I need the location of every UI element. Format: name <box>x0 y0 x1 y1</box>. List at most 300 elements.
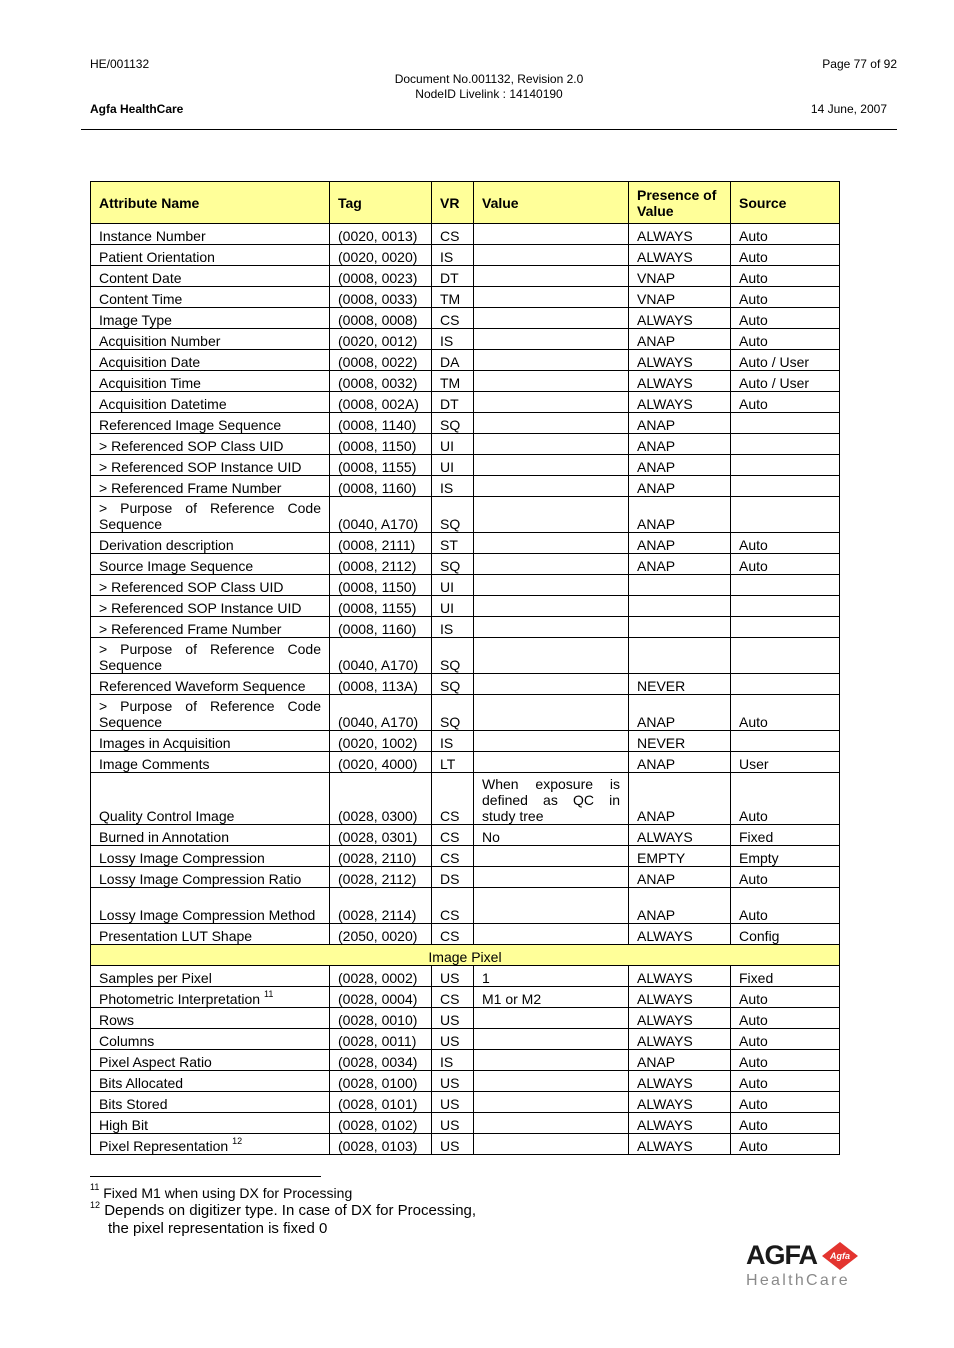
footnote-rule <box>90 1176 321 1177</box>
source-cell <box>731 554 840 575</box>
value-cell <box>474 308 629 329</box>
cell-text: IS <box>440 249 454 265</box>
table-row <box>91 554 840 575</box>
cell-text: (0028, 0100) <box>338 1075 418 1091</box>
cell-text: Auto <box>739 249 768 265</box>
tag-cell <box>330 350 432 371</box>
cell-text: Image Type <box>99 312 172 328</box>
cell-text: CS <box>440 228 460 244</box>
cell-text: (0008, 113A) <box>338 678 418 694</box>
cell-text: (0008, 1160) <box>338 480 417 496</box>
footnote-12 <box>90 1202 476 1220</box>
vr-cell <box>432 434 474 455</box>
source-cell <box>731 695 840 731</box>
vr-cell <box>432 533 474 554</box>
cell-text: NEVER <box>637 678 686 694</box>
cell-text: ALWAYS <box>637 1075 693 1091</box>
cell-text: (0028, 0300) <box>338 808 418 824</box>
source-cell <box>731 1008 840 1029</box>
source-cell <box>731 434 840 455</box>
table-row <box>91 575 840 596</box>
cell-text: (0040, A170) <box>338 714 419 730</box>
vr-cell <box>432 924 474 945</box>
cell-text: Auto <box>739 907 768 923</box>
cell-text: (0040, A170) <box>338 516 419 532</box>
cell-text: > Purpose of Reference Code Sequence <box>99 641 321 673</box>
cell-text: Auto <box>739 396 768 412</box>
vr-cell <box>432 266 474 287</box>
cell-text: (0008, 1150) <box>338 438 417 454</box>
table-row <box>91 371 840 392</box>
value-cell <box>474 674 629 695</box>
vr-cell <box>432 455 474 476</box>
value-cell <box>474 266 629 287</box>
cell-text: > Referenced SOP Class UID <box>99 579 284 595</box>
vr-cell <box>432 575 474 596</box>
value-cell <box>474 575 629 596</box>
cell-text: (0008, 1150) <box>338 579 417 595</box>
source-cell <box>731 266 840 287</box>
cell-text: When exposure is defined as QC in study tree <box>482 776 620 824</box>
presence-cell <box>629 329 731 350</box>
cell-text: Auto <box>739 1117 768 1133</box>
value-cell <box>474 596 629 617</box>
tag-cell <box>330 497 432 533</box>
cell-text: Auto <box>739 270 768 286</box>
tag-cell <box>330 888 432 924</box>
cell-text: Images in Acquisition <box>99 735 231 751</box>
cell-text: Auto <box>739 333 768 349</box>
cell-text: Auto <box>739 228 768 244</box>
value-cell <box>474 371 629 392</box>
cell-text: ANAP <box>637 1054 676 1070</box>
cell-text: DT <box>440 396 459 412</box>
presence-cell <box>629 1008 731 1029</box>
cell-text: (0008, 0032) <box>338 375 418 391</box>
cell-text: Auto <box>739 871 768 887</box>
tag-cell <box>330 731 432 752</box>
cell-text: Bits Stored <box>99 1096 168 1112</box>
value-cell <box>474 434 629 455</box>
cell-text: Lossy Image Compression <box>99 850 265 866</box>
cell-text: (0008, 1155) <box>338 600 417 616</box>
tag-cell <box>330 674 432 695</box>
source-cell <box>731 497 840 533</box>
cell-text: Empty <box>739 850 779 866</box>
tag-cell <box>330 266 432 287</box>
cell-text: VNAP <box>637 291 676 307</box>
attribute-name-cell <box>91 224 330 245</box>
tag-cell <box>330 554 432 575</box>
value-cell <box>474 329 629 350</box>
vr-cell <box>432 371 474 392</box>
cell-text: (0008, 1155) <box>338 459 417 475</box>
cell-text: IS <box>440 480 454 496</box>
table-row <box>91 1008 840 1029</box>
presence-cell <box>629 674 731 695</box>
table-row <box>91 1050 840 1071</box>
presence-cell <box>629 846 731 867</box>
vr-cell <box>432 825 474 846</box>
value-cell <box>474 1113 629 1134</box>
cell-text: (0028, 0034) <box>338 1054 418 1070</box>
cell-text: LT <box>440 756 456 772</box>
presence-cell <box>629 1092 731 1113</box>
presence-cell <box>629 638 731 674</box>
cell-text: ALWAYS <box>637 1012 693 1028</box>
cell-text: ANAP <box>637 333 676 349</box>
vr-cell <box>432 413 474 434</box>
vr-cell <box>432 350 474 371</box>
cell-text: Acquisition Time <box>99 375 201 391</box>
value-cell <box>474 987 629 1008</box>
cell-text: No <box>482 829 500 845</box>
attribute-name-cell <box>91 1071 330 1092</box>
source-cell <box>731 371 840 392</box>
table-row <box>91 392 840 413</box>
cell-text: ALWAYS <box>637 375 693 391</box>
presence-cell <box>629 554 731 575</box>
col-header: Source <box>731 182 840 224</box>
presence-cell <box>629 308 731 329</box>
table-row <box>91 825 840 846</box>
cell-text: ANAP <box>637 516 676 532</box>
attribute-name-cell <box>91 731 330 752</box>
vr-cell <box>432 695 474 731</box>
attribute-name-cell <box>91 266 330 287</box>
value-cell <box>474 924 629 945</box>
cell-text: ANAP <box>637 537 676 553</box>
cell-text: (0008, 1160) <box>338 621 417 637</box>
tag-cell <box>330 476 432 497</box>
attribute-name-cell <box>91 350 330 371</box>
cell-text: > Purpose of Reference Code Sequence <box>99 698 321 730</box>
table-row <box>91 224 840 245</box>
cell-text: Patient Orientation <box>99 249 215 265</box>
cell-text: ALWAYS <box>637 970 693 986</box>
presence-cell <box>629 455 731 476</box>
source-cell <box>731 224 840 245</box>
value-cell <box>474 1071 629 1092</box>
attribute-name-cell <box>91 434 330 455</box>
source-cell <box>731 888 840 924</box>
vr-cell <box>432 596 474 617</box>
cell-text: SQ <box>440 678 461 694</box>
cell-text: (0008, 0023) <box>338 270 418 286</box>
vr-cell <box>432 554 474 575</box>
cell-text: (2050, 0020) <box>338 928 418 944</box>
table-header-row <box>91 182 840 224</box>
cell-text: SQ <box>440 516 461 532</box>
table-row <box>91 596 840 617</box>
value-cell <box>474 1008 629 1029</box>
source-cell <box>731 533 840 554</box>
cell-text: ANAP <box>637 558 676 574</box>
cell-text: ALWAYS <box>637 1096 693 1112</box>
cell-text: Content Date <box>99 270 182 286</box>
cell-text: CS <box>440 850 460 866</box>
source-cell <box>731 596 840 617</box>
value-cell <box>474 476 629 497</box>
value-cell <box>474 413 629 434</box>
cell-text: US <box>440 1138 460 1154</box>
cell-text: US <box>440 1033 460 1049</box>
cell-text: US <box>440 1117 460 1133</box>
source-cell <box>731 476 840 497</box>
cell-text: Presentation LUT Shape <box>99 928 253 944</box>
presence-cell <box>629 825 731 846</box>
cell-text: Content Time <box>99 291 183 307</box>
attribute-name-cell <box>91 924 330 945</box>
cell-text: (0020, 0012) <box>338 333 418 349</box>
cell-text: (0028, 2112) <box>338 871 417 887</box>
value-cell <box>474 497 629 533</box>
attribute-name-cell <box>91 371 330 392</box>
value-cell <box>474 1134 629 1155</box>
presence-cell <box>629 434 731 455</box>
cell-text: DS <box>440 871 460 887</box>
source-cell <box>731 1134 840 1155</box>
source-cell <box>731 350 840 371</box>
cell-text: Acquisition Number <box>99 333 221 349</box>
table-row <box>91 434 840 455</box>
vr-cell <box>432 329 474 350</box>
vr-cell <box>432 752 474 773</box>
vr-cell <box>432 867 474 888</box>
attribute-name-cell <box>91 867 330 888</box>
cell-text: IS <box>440 735 454 751</box>
table-row <box>91 674 840 695</box>
cell-text: CS <box>440 312 460 328</box>
doc-number: Document No.001132, Revision 2.0 <box>394 72 584 86</box>
cell-text: US <box>440 970 460 986</box>
cell-text: US <box>440 1075 460 1091</box>
cell-text: (0028, 0101) <box>338 1096 418 1112</box>
cell-text: Config <box>739 928 780 944</box>
source-cell <box>731 752 840 773</box>
cell-text: ANAP <box>637 871 676 887</box>
presence-cell <box>629 596 731 617</box>
cell-text: Auto <box>739 714 768 730</box>
cell-text: VNAP <box>637 270 676 286</box>
cell-text: (0008, 2112) <box>338 558 417 574</box>
cell-text: IS <box>440 621 454 637</box>
table-row <box>91 846 840 867</box>
table-row <box>91 966 840 987</box>
presence-cell <box>629 224 731 245</box>
source-cell <box>731 966 840 987</box>
tag-cell <box>330 617 432 638</box>
cell-text: (0020, 1002) <box>338 735 418 751</box>
source-cell <box>731 1113 840 1134</box>
value-cell <box>474 825 629 846</box>
cell-text: ALWAYS <box>637 928 693 944</box>
cell-text: Lossy Image Compression Method <box>99 907 316 923</box>
presence-cell <box>629 392 731 413</box>
cell-text: (0028, 0011) <box>338 1033 417 1049</box>
cell-text: ALWAYS <box>637 829 693 845</box>
vr-cell <box>432 392 474 413</box>
table-row <box>91 731 840 752</box>
footnote-ref: 12 <box>232 1136 243 1146</box>
cell-text: > Referenced SOP Class UID <box>99 438 284 454</box>
cell-text: ALWAYS <box>637 228 693 244</box>
source-cell <box>731 245 840 266</box>
cell-text: (0020, 0020) <box>338 249 418 265</box>
source-cell <box>731 308 840 329</box>
tag-cell <box>330 371 432 392</box>
cell-text: Pixel Aspect Ratio <box>99 1054 212 1070</box>
cell-text: ANAP <box>637 417 676 433</box>
tag-cell <box>330 596 432 617</box>
presence-cell <box>629 966 731 987</box>
cell-text: > Referenced Frame Number <box>99 621 282 637</box>
cell-text: Image Comments <box>99 756 210 772</box>
vr-cell <box>432 476 474 497</box>
vr-cell <box>432 1134 474 1155</box>
table-row <box>91 1092 840 1113</box>
cell-text: DA <box>440 354 460 370</box>
table-row <box>91 533 840 554</box>
attribute-name-cell <box>91 575 330 596</box>
vr-cell <box>432 308 474 329</box>
cell-text: Auto <box>739 1012 768 1028</box>
cell-text: M1 or M2 <box>482 991 542 1007</box>
presence-cell <box>629 1050 731 1071</box>
footnote-text: Depends on digitizer type. In case of DX for Processing, <box>104 1202 477 1219</box>
tag-cell <box>330 455 432 476</box>
cell-text: (0020, 0013) <box>338 228 418 244</box>
cell-text: ANAP <box>637 480 676 496</box>
attribute-table <box>90 181 840 1155</box>
col-header: Value <box>474 182 629 224</box>
presence-cell <box>629 617 731 638</box>
presence-cell <box>629 1134 731 1155</box>
attribute-name-cell <box>91 674 330 695</box>
presence-cell <box>629 266 731 287</box>
presence-cell <box>629 888 731 924</box>
cell-text: Auto <box>739 537 768 553</box>
attribute-name-cell <box>91 476 330 497</box>
presence-cell <box>629 575 731 596</box>
presence-cell <box>629 695 731 731</box>
tag-cell <box>330 245 432 266</box>
vr-cell <box>432 1092 474 1113</box>
tag-cell <box>330 638 432 674</box>
cell-text: (0028, 2110) <box>338 850 417 866</box>
cell-text: ANAP <box>637 756 676 772</box>
value-cell <box>474 554 629 575</box>
table-row <box>91 308 840 329</box>
vr-cell <box>432 1071 474 1092</box>
cell-text: DT <box>440 270 459 286</box>
value-cell <box>474 533 629 554</box>
cell-text: CS <box>440 829 460 845</box>
cell-text: > Purpose of Reference Code Sequence <box>99 500 321 532</box>
attribute-name-cell <box>91 392 330 413</box>
value-cell <box>474 1092 629 1113</box>
attribute-name-cell <box>91 1134 330 1155</box>
cell-text: ALWAYS <box>637 1033 693 1049</box>
value-cell <box>474 888 629 924</box>
cell-text: ALWAYS <box>637 249 693 265</box>
tag-cell <box>330 533 432 554</box>
value-cell <box>474 695 629 731</box>
attribute-name-cell <box>91 1050 330 1071</box>
source-cell <box>731 773 840 825</box>
table-row <box>91 924 840 945</box>
vr-cell <box>432 674 474 695</box>
presence-cell <box>629 867 731 888</box>
cell-text: ST <box>440 537 458 553</box>
cell-text: (0028, 0010) <box>338 1012 418 1028</box>
table-row <box>91 1071 840 1092</box>
col-header: Tag <box>330 182 432 224</box>
presence-cell <box>629 752 731 773</box>
table-row <box>91 287 840 308</box>
table-row <box>91 752 840 773</box>
cell-text: Auto <box>739 808 768 824</box>
cell-text: Fixed <box>739 970 774 986</box>
attribute-name-cell <box>91 1092 330 1113</box>
tag-cell <box>330 966 432 987</box>
cell-text: ANAP <box>637 808 676 824</box>
cell-text: UI <box>440 600 454 616</box>
cell-text: SQ <box>440 417 461 433</box>
presence-cell <box>629 533 731 554</box>
tag-cell <box>330 1134 432 1155</box>
table-row <box>91 638 840 674</box>
value-cell <box>474 224 629 245</box>
source-cell <box>731 329 840 350</box>
source-cell <box>731 1071 840 1092</box>
vr-cell <box>432 846 474 867</box>
presence-cell <box>629 1113 731 1134</box>
cell-text: ALWAYS <box>637 312 693 328</box>
value-cell <box>474 392 629 413</box>
cell-text: Source Image Sequence <box>99 558 254 574</box>
tag-cell <box>330 825 432 846</box>
source-cell <box>731 924 840 945</box>
attribute-name-cell <box>91 554 330 575</box>
table-row <box>91 773 840 825</box>
cell-text: US <box>440 1096 460 1112</box>
tag-cell <box>330 224 432 245</box>
attribute-name-cell <box>91 638 330 674</box>
source-cell <box>731 846 840 867</box>
cell-text: SQ <box>440 714 461 730</box>
source-cell <box>731 413 840 434</box>
source-cell <box>731 867 840 888</box>
cell-text: Instance Number <box>99 228 206 244</box>
table-row <box>91 455 840 476</box>
presence-cell <box>629 371 731 392</box>
cell-text: Rows <box>99 1012 135 1028</box>
attribute-name-cell <box>91 695 330 731</box>
presence-cell <box>629 413 731 434</box>
cell-text: IS <box>440 1054 454 1070</box>
source-cell <box>731 617 840 638</box>
cell-text: Auto <box>739 558 768 574</box>
cell-text: (0028, 0102) <box>338 1117 418 1133</box>
cell-text: (0008, 2111) <box>338 537 416 553</box>
tag-cell <box>330 1071 432 1092</box>
cell-text: ALWAYS <box>637 1117 693 1133</box>
cell-text: > Referenced SOP Instance UID <box>99 600 302 616</box>
logo-word: AGFA <box>746 1240 818 1270</box>
table-row <box>91 617 840 638</box>
presence-cell <box>629 476 731 497</box>
